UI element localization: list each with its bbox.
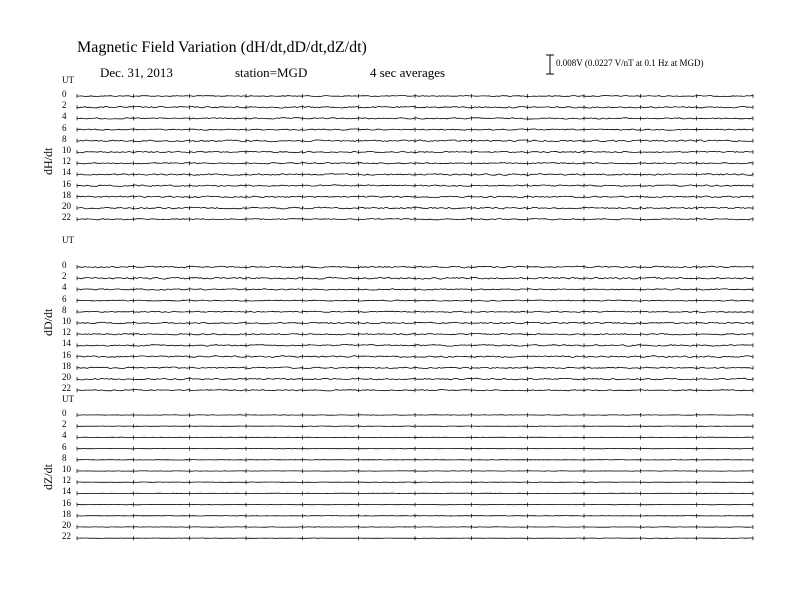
- hour-label: 14: [62, 167, 71, 178]
- panel-ylabel: dH/dt: [41, 147, 55, 175]
- hour-label: 18: [62, 508, 71, 519]
- hour-label: 0: [62, 89, 67, 99]
- hour-label: 20: [62, 372, 71, 382]
- station-label: station=MGD: [235, 65, 308, 80]
- hour-label: 0: [62, 408, 67, 418]
- hour-label: 14: [62, 338, 71, 349]
- hour-label: 8: [62, 133, 67, 144]
- scale-note: 0.008V (0.0227 V/nT at 0.1 Hz at MGD): [556, 58, 704, 68]
- hour-label: 16: [62, 349, 71, 360]
- hour-label: 10: [62, 464, 71, 474]
- hour-label: 8: [62, 304, 67, 315]
- hour-label: 18: [62, 189, 71, 200]
- hour-label: 10: [62, 316, 71, 326]
- hour-label: 6: [62, 293, 67, 304]
- hour-label: 4: [62, 282, 67, 293]
- hour-label: 14: [62, 486, 71, 497]
- hour-label: 22: [62, 212, 71, 223]
- hour-label: 0: [62, 260, 67, 270]
- hour-label: 20: [62, 520, 71, 530]
- ut-label: UT: [62, 75, 74, 85]
- chart-title: Magnetic Field Variation (dH/dt,dD/dt,dZ/dt): [77, 39, 367, 56]
- hour-label: 16: [62, 178, 71, 189]
- hour-label: 8: [62, 452, 67, 463]
- hour-label: 4: [62, 111, 67, 122]
- hour-label: 2: [62, 271, 67, 282]
- trace-group: [77, 94, 753, 540]
- hour-label: 18: [62, 360, 71, 371]
- hour-label: 6: [62, 441, 67, 452]
- hour-label: 12: [62, 156, 71, 167]
- panel-ylabel: dD/dt: [41, 308, 55, 336]
- ut-label: UT: [62, 394, 74, 404]
- hour-label: 2: [62, 100, 67, 111]
- hour-label: 12: [62, 327, 71, 338]
- date-label: Dec. 31, 2013: [100, 65, 173, 80]
- hour-label: 10: [62, 145, 71, 155]
- hour-label: 16: [62, 497, 71, 508]
- hour-label: 20: [62, 201, 71, 211]
- hour-label: 12: [62, 475, 71, 486]
- ut-label: UT: [62, 235, 74, 245]
- hour-label: 4: [62, 430, 67, 441]
- hour-label: 2: [62, 419, 67, 430]
- averaging-label: 4 sec averages: [370, 65, 446, 80]
- panel-ylabel: dZ/dt: [41, 464, 55, 490]
- hour-label: 22: [62, 383, 71, 394]
- hour-label: 22: [62, 531, 71, 542]
- hour-label: 6: [62, 122, 67, 133]
